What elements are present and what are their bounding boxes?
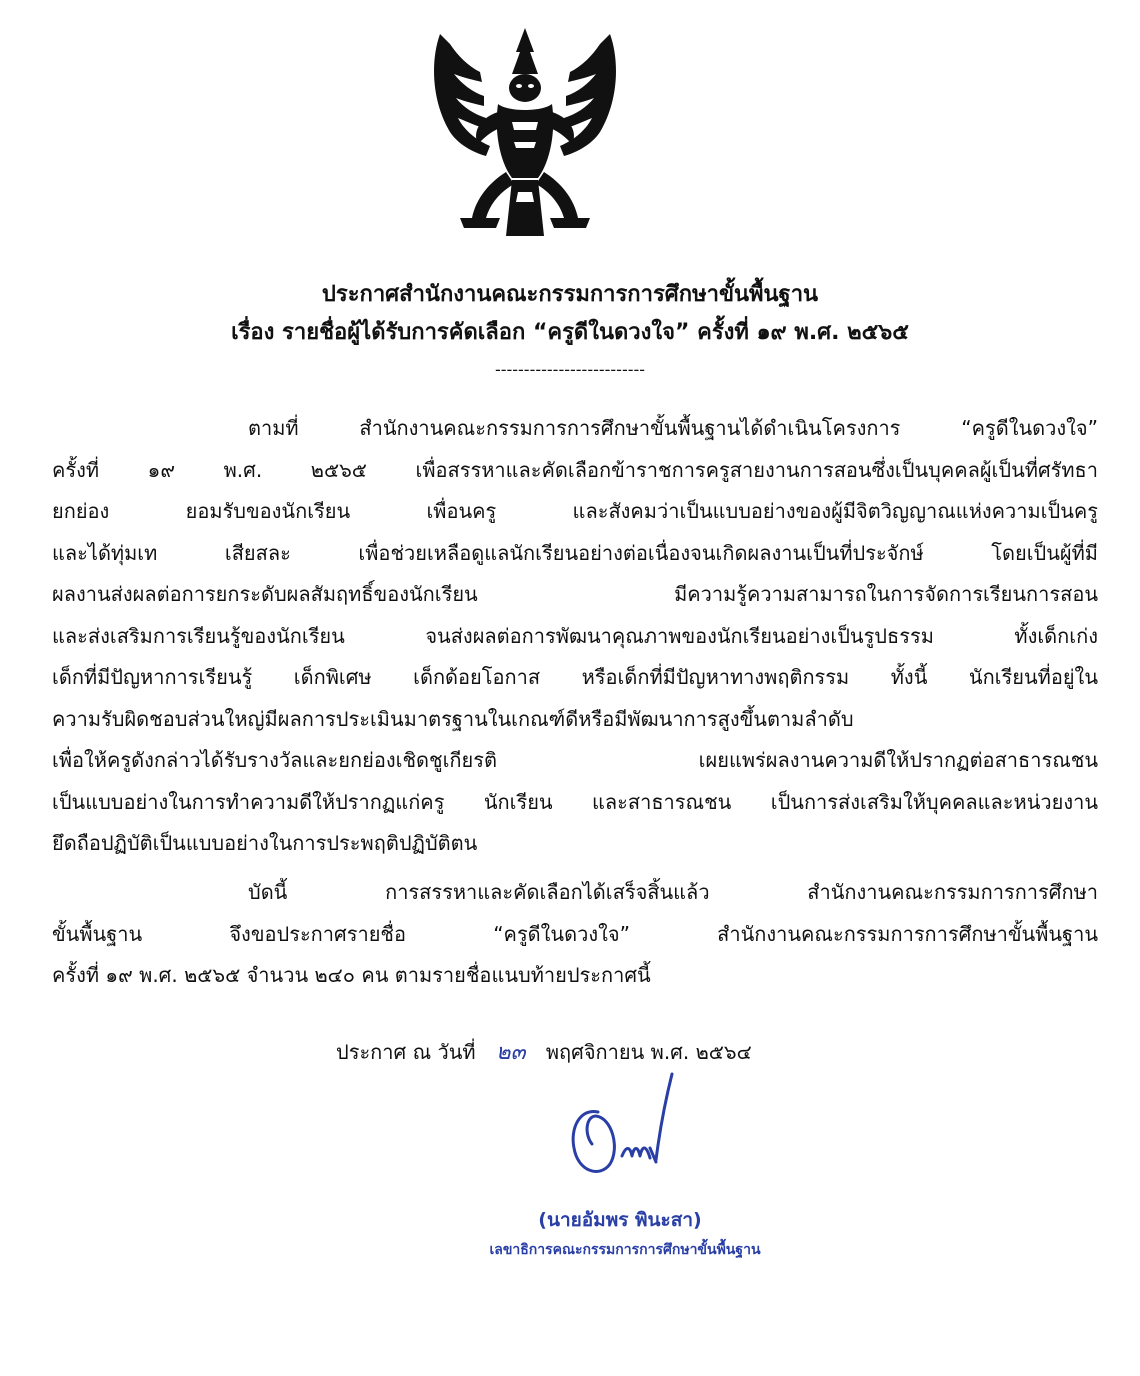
signer-title: เลขาธิการคณะกรรมการการศึกษาขั้นพื้นฐาน	[489, 1242, 761, 1258]
garuda-emblem-icon	[420, 22, 630, 250]
date-prefix: ประกาศ ณ วันที่	[336, 1040, 476, 1064]
paragraph-line: เด็กที่มีปัญหาการเรียนรู้ เด็กพิเศษ เด็กด้อยโอกาส หรือเด็กที่มีปัญหาทางพฤติกรรม ทั้งนี้ นักเรียนที่อยู่ใน	[52, 665, 1098, 689]
paragraph-line: ครั้งที่ ๑๙ พ.ศ. ๒๕๖๕ จำนวน ๒๔๐ คน ตามรายชื่อแนบท้ายประกาศนี้	[52, 963, 651, 987]
paragraph-line: ความรับผิดชอบส่วนใหญ่มีผลการประเมินมาตรฐานในเกณฑ์ดีหรือมีพัฒนาการสูงขึ้นตามลำดับ	[52, 706, 854, 731]
paragraph-line: ยึดถือปฏิบัติเป็นแบบอย่างในการประพฤติปฏิบัติตน	[52, 831, 478, 855]
announcement-subject: เรื่อง รายชื่อผู้ได้รับการคัดเลือก “ครูดีในดวงใจ” ครั้งที่ ๑๙ พ.ศ. ๒๕๖๕	[231, 320, 909, 345]
paragraph-line: เพื่อให้ครูดังกล่าวได้รับรางวัลและยกย่องเชิดชูเกียรติ เผยแพร่ผลงานความดีให้ปรากฏต่อสาธารณชน	[52, 748, 1098, 772]
announcement-title: ประกาศสำนักงานคณะกรรมการการศึกษาขั้นพื้นฐาน	[321, 282, 819, 307]
signer-name: (นายอัมพร พินะสา)	[538, 1209, 702, 1231]
date-suffix: พฤศจิกายน พ.ศ. ๒๕๖๔	[545, 1040, 752, 1064]
heading-divider: --------------------------	[494, 360, 646, 379]
date-day: ๒๓	[495, 1040, 526, 1065]
paragraph-line: ขั้นพื้นฐาน จึงขอประกาศรายชื่อ “ครูดีในดวงใจ” สำนักงานคณะกรรมการการศึกษาขั้นพื้นฐาน	[52, 921, 1098, 946]
paragraph-line: และได้ทุ่มเท เสียสละ เพื่อช่วยเหลือดูแลนักเรียนอย่างต่อเนื่องจนเกิดผลงานเป็นที่ประจักษ์ โดยเป็นผู้ที่มี	[52, 540, 1098, 565]
handwritten-signature	[560, 1068, 700, 1188]
paragraph-line: ผลงานส่งผลต่อการยกระดับผลสัมฤทธิ์ของนักเรียน มีความรู้ความสามารถในการจัดการเรียนการสอน	[52, 582, 1098, 606]
paragraph-line: ตามที่ สำนักงานคณะกรรมการการศึกษาขั้นพื้นฐานได้ดำเนินโครงการ “ครูดีในดวงใจ”	[248, 416, 1098, 440]
body-paragraph-1	[52, 408, 1098, 865]
paragraph-line: เป็นแบบอย่างในการทำความดีให้ปรากฏแก่ครู นักเรียน และสาธารณชน เป็นการส่งเสริมให้บุคคลและหน่วยงาน	[52, 789, 1098, 814]
body-paragraph-2	[52, 872, 1098, 997]
paragraph-line: และส่งเสริมการเรียนรู้ของนักเรียน จนส่งผลต่อการพัฒนาคุณภาพของนักเรียนอย่างเป็นรูปธรรม ทั้งเด็กเก่ง	[52, 623, 1098, 648]
paragraph-line: ครั้งที่ ๑๙ พ.ศ. ๒๕๖๕ เพื่อสรรหาและคัดเลือกข้าราชการครูสายงานการสอนซึ่งเป็นบุคคลผู้เป็นที่ศรัทธา	[52, 457, 1098, 482]
paragraph-line: บัดนี้ การสรรหาและคัดเลือกได้เสร็จสิ้นแล้ว สำนักงานคณะกรรมการการศึกษา	[248, 880, 1098, 904]
paragraph-line: ยกย่อง ยอมรับของนักเรียน เพื่อนครู และสังคมว่าเป็นแบบอย่างของผู้มีจิตวิญญาณแห่งความเป็นครู	[52, 499, 1098, 523]
announcement-date	[336, 1034, 752, 1069]
